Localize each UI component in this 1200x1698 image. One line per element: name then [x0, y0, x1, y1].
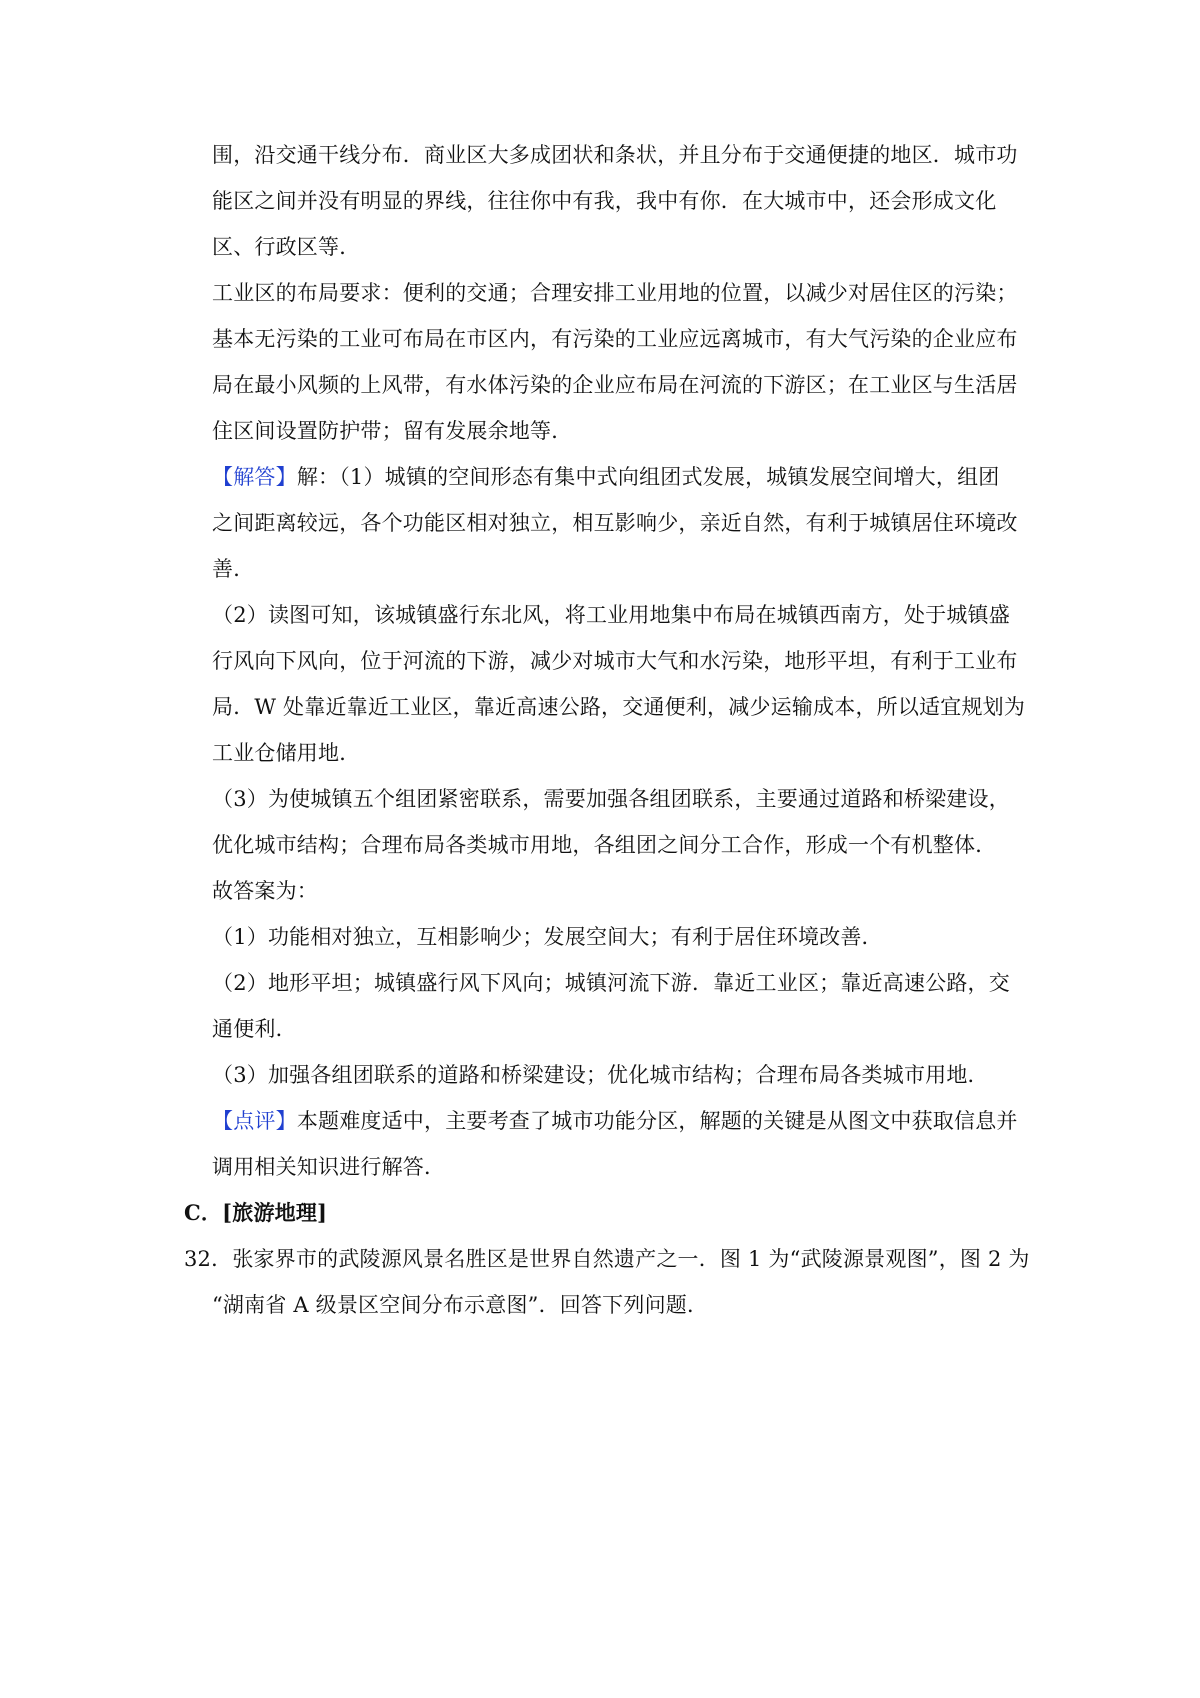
text-line: 调用相关知识进行解答． — [212, 1155, 446, 1179]
answer-first-text: 解：（1）城镇的空间形态有集中式向组团式发展，城镇发展空间增大，组团 — [296, 465, 1000, 489]
text-line: 工业仓储用地． — [212, 741, 361, 765]
text-line: 能区之间并没有明显的界线，往往你中有我，我中有你．在大城市中，还会形成文化 — [212, 189, 997, 213]
text-line: 局在最小风频的上风带，有水体污染的企业应布局在河流的下游区；在工业区与生活居 — [212, 373, 1018, 397]
text-line: （2）地形平坦；城镇盛行风下风向；城镇河流下游．靠近工业区；靠近高速公路，交 — [212, 971, 1010, 995]
question-first-text: 张家界市的武陵源风景名胜区是世界自然遗产之一．图 1 为“武陵源景观图”，图 2 为 — [232, 1247, 1030, 1271]
text-line: （3）为使城镇五个组团紧密联系，需要加强各组团联系，主要通过道路和桥梁建设， — [212, 787, 1010, 811]
text-line: 优化城市结构；合理布局各类城市用地，各组团之间分工合作，形成一个有机整体． — [212, 833, 997, 857]
text-line: 善． — [212, 557, 255, 581]
text-line: 局．W 处靠近靠近工业区，靠近高速公路，交通便利，减少运输成本，所以适宜规划为 — [212, 695, 1026, 719]
text-line: 行风向下风向，位于河流的下游，减少对城市大气和水污染，地形平坦，有利于工业布 — [212, 649, 1018, 673]
section-heading: C．[旅游地理] — [184, 1200, 328, 1225]
text-line: 之间距离较远，各个功能区相对独立，相互影响少，亲近自然，有利于城镇居住环境改 — [212, 511, 1018, 535]
text-line: （3）加强各组团联系的道路和桥梁建设；优化城市结构；合理布局各类城市用地． — [212, 1063, 989, 1087]
review-first-text: 本题难度适中，主要考查了城市功能分区，解题的关键是从图文中获取信息并 — [296, 1109, 1018, 1133]
review-tag: 【点评】 — [212, 1109, 297, 1133]
text-line: 通便利． — [212, 1017, 297, 1041]
review-first-line — [212, 1106, 1018, 1136]
text-line: 故答案为： — [212, 879, 318, 903]
text-line: 围，沿交通干线分布．商业区大多成团状和条状，并且分布于交通便捷的地区．城市功 — [212, 143, 1018, 167]
text-line: 住区间设置防护带；留有发展余地等． — [212, 419, 573, 443]
answer-tag: 【解答】 — [212, 465, 297, 489]
text-line: （2）读图可知，该城镇盛行东北风，将工业用地集中布局在城镇西南方，处于城镇盛 — [212, 603, 1010, 627]
text-line: 基本无污染的工业可布局在市区内，有污染的工业应远离城市，有大气污染的企业应布 — [212, 327, 1018, 351]
question-number: 32． — [184, 1247, 233, 1271]
text-line: 工业区的布局要求：便利的交通；合理安排工业用地的位置，以减少对居住区的污染； — [212, 281, 1018, 305]
text-line: （1）功能相对独立，互相影响少；发展空间大；有利于居住环境改善． — [212, 925, 883, 949]
answer-first-line — [212, 462, 999, 492]
question-first-line — [184, 1244, 1030, 1274]
text-line: 区、行政区等． — [212, 235, 361, 259]
question-second-line: “湖南省 A 级景区空间分布示意图”．回答下列问题． — [212, 1293, 709, 1317]
